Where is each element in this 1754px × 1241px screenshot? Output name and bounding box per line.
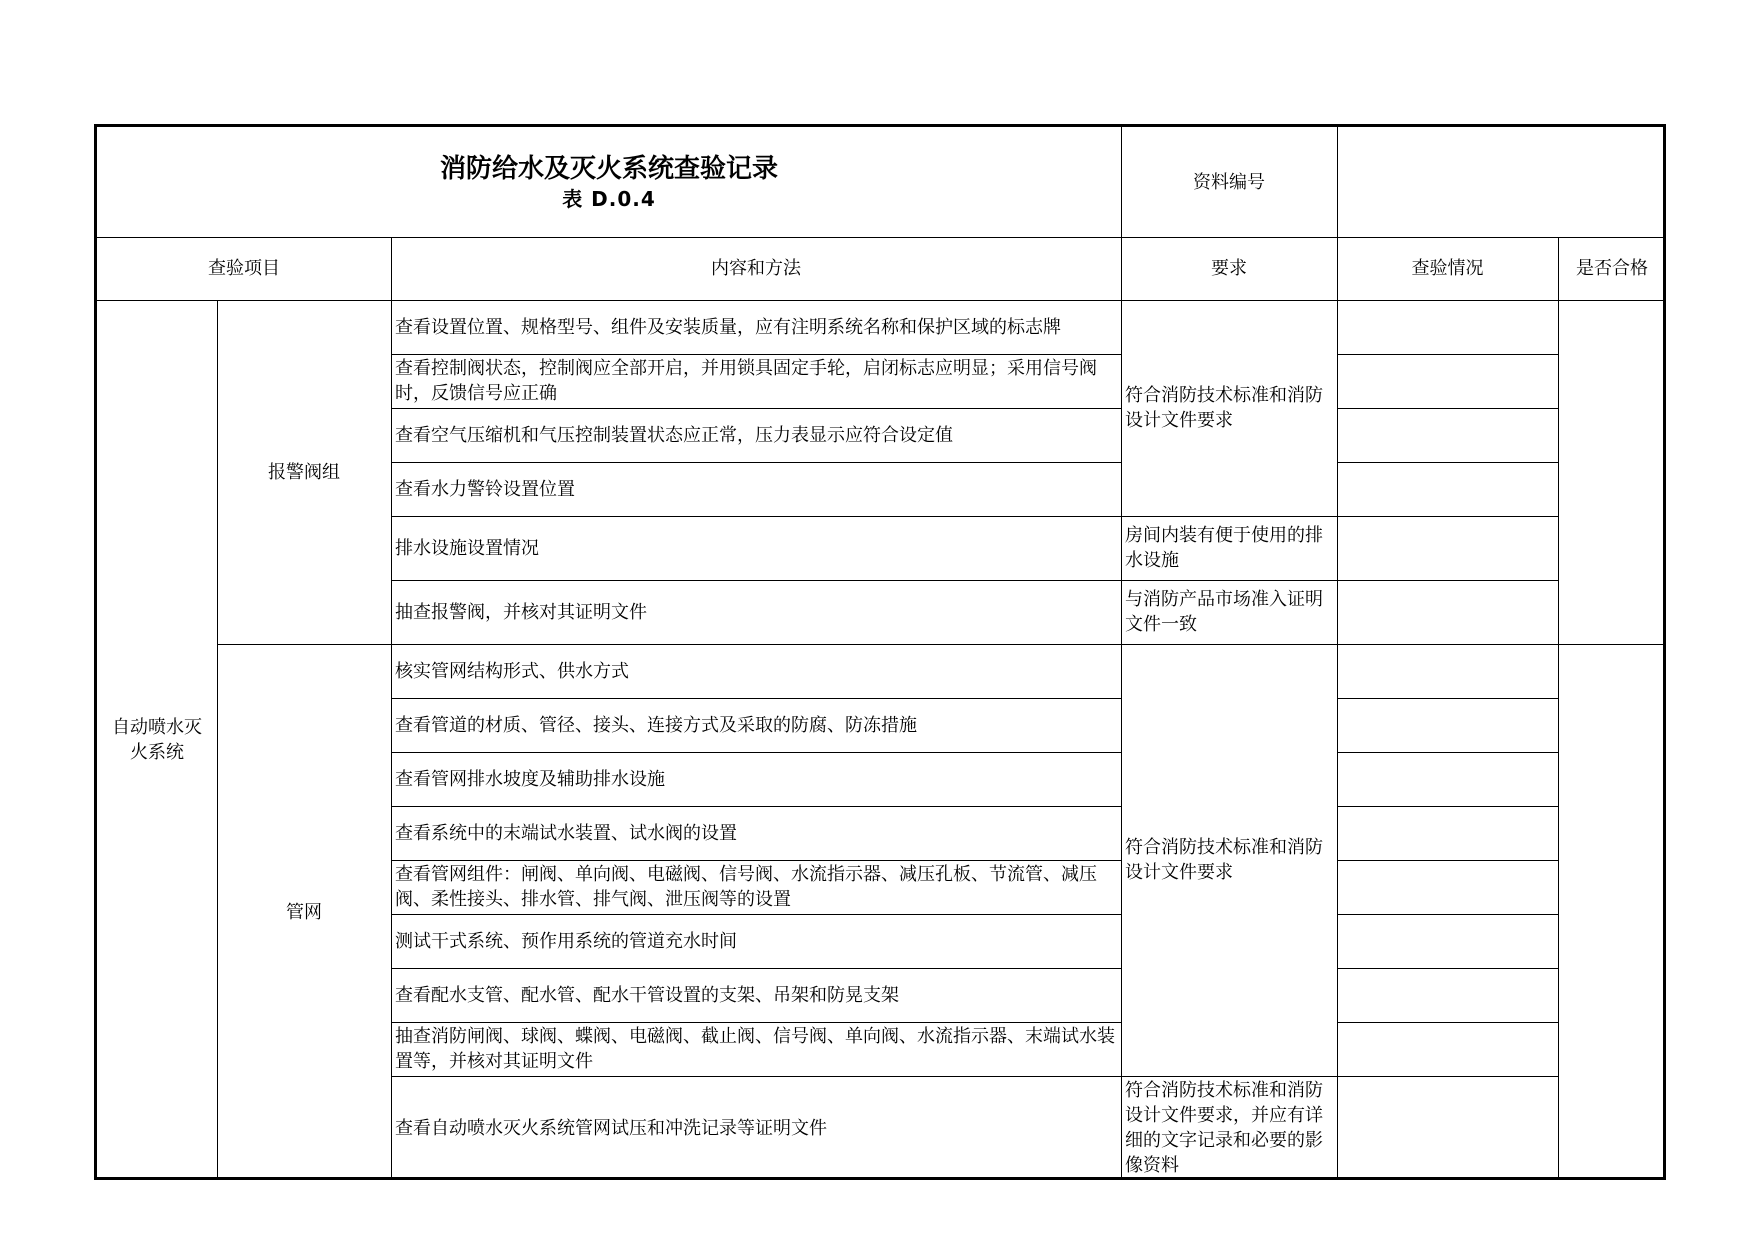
grid-line [97, 300, 1666, 301]
content-cell: 测试干式系统、预作用系统的管道充水时间 [395, 930, 737, 952]
grid-line [391, 806, 1121, 807]
requirement-cell: 与消防产品市场准入证明文件一致 [1125, 589, 1323, 635]
grid-line [1337, 516, 1558, 517]
requirement-cell: 符合消防技术标准和消防设计文件要求 [1125, 385, 1323, 431]
grid-line [1121, 516, 1337, 517]
content-cell: 查看管网组件：闸阀、单向阀、电磁阀、信号阀、水流指示器、减压孔板、节流管、减压阀、柔性接头、排水管、排气阀、泄压阀等的设置 [395, 864, 1097, 910]
status-cell[interactable] [1337, 516, 1558, 580]
content-cell: 查看管网排水坡度及辅助排水设施 [395, 768, 665, 790]
group-name-alarm-valve: 报警阀组 [268, 461, 340, 483]
content-cell: 查看管道的材质、管径、接头、连接方式及采取的防腐、防冻措施 [395, 714, 917, 736]
grid-line [1337, 462, 1558, 463]
grid-line [1337, 752, 1558, 753]
grid-line [1337, 698, 1558, 699]
col-header-content: 内容和方法 [711, 258, 801, 279]
col-header-pass: 是否合格 [1576, 258, 1648, 279]
doc-number-label: 资料编号 [1193, 171, 1265, 193]
grid-line [217, 644, 1666, 645]
grid-line [1121, 1076, 1337, 1077]
grid-line [1337, 1076, 1558, 1077]
content-cell: 查看水力警铃设置位置 [395, 478, 575, 500]
content-cell: 排水设施设置情况 [395, 537, 539, 559]
grid-line [391, 968, 1121, 969]
header-title-cell [97, 127, 1121, 237]
grid-line [1337, 580, 1558, 581]
grid-line [391, 860, 1121, 861]
content-cell: 查看配水支管、配水管、配水干管设置的支架、吊架和防晃支架 [395, 984, 899, 1006]
grid-line [1337, 914, 1558, 915]
pass-cell-pipe-network[interactable] [1558, 644, 1666, 1180]
content-cell: 抽查消防闸阀、球阀、蝶阀、电磁阀、截止阀、信号阀、单向阀、水流指示器、末端试水装置等，并核对其证明文件 [395, 1026, 1115, 1072]
grid-line [1337, 968, 1558, 969]
status-cell[interactable] [1337, 914, 1558, 968]
status-cell[interactable] [1337, 644, 1558, 698]
requirement-cell: 符合消防技术标准和消防设计文件要求，并应有详细的文字记录和必要的影像资料 [1125, 1080, 1323, 1176]
requirement-cell: 符合消防技术标准和消防设计文件要求 [1125, 837, 1323, 883]
status-cell[interactable] [1337, 354, 1558, 408]
status-cell[interactable] [1337, 580, 1558, 644]
grid-line [1337, 806, 1558, 807]
status-cell[interactable] [1337, 1022, 1558, 1076]
content-cell: 查看设置位置、规格型号、组件及安装质量，应有注明系统名称和保护区域的标志牌 [395, 316, 1061, 338]
grid-line [391, 698, 1121, 699]
grid-line [391, 914, 1121, 915]
content-cell: 查看控制阀状态，控制阀应全部开启，并用锁具固定手轮，启闭标志应明显；采用信号阀时，反馈信号应正确 [395, 358, 1097, 404]
status-cell[interactable] [1337, 408, 1558, 462]
status-cell[interactable] [1337, 698, 1558, 752]
system-name: 自动喷水灭火系统 [112, 717, 202, 763]
grid-line [391, 1076, 1121, 1077]
status-cell[interactable] [1337, 1076, 1558, 1180]
requirement-cell: 房间内装有便于使用的排水设施 [1125, 525, 1323, 571]
pass-cell-alarm-valve[interactable] [1558, 300, 1666, 644]
doc-number-value[interactable] [1337, 127, 1666, 237]
grid-line [97, 237, 1666, 238]
status-cell[interactable] [1337, 752, 1558, 806]
col-header-requirement: 要求 [1211, 258, 1247, 279]
grid-line [391, 462, 1121, 463]
content-cell: 查看空气压缩机和气压控制装置状态应正常，压力表显示应符合设定值 [395, 424, 953, 446]
status-cell[interactable] [1337, 968, 1558, 1022]
grid-line [391, 1022, 1121, 1023]
status-cell[interactable] [1337, 806, 1558, 860]
page-title: 消防给水及灭火系统查验记录 [439, 154, 778, 184]
inspection-record-table [94, 124, 1666, 1180]
grid-line [1337, 860, 1558, 861]
grid-line [391, 516, 1121, 517]
grid-line [1121, 127, 1122, 1180]
grid-line [391, 354, 1121, 355]
grid-line [217, 300, 218, 1180]
content-cell: 查看系统中的末端试水装置、试水阀的设置 [395, 822, 737, 844]
col-header-status: 查验情况 [1411, 258, 1484, 279]
status-cell[interactable] [1337, 300, 1558, 354]
grid-line [391, 408, 1121, 409]
grid-line [391, 237, 392, 1180]
grid-line [391, 752, 1121, 753]
col-header-item: 查验项目 [208, 258, 280, 279]
grid-line [1337, 408, 1558, 409]
grid-line [1121, 580, 1337, 581]
content-cell: 核实管网结构形式、供水方式 [395, 660, 629, 682]
status-cell[interactable] [1337, 860, 1558, 914]
status-cell[interactable] [1337, 462, 1558, 516]
content-cell: 抽查报警阀，并核对其证明文件 [395, 601, 647, 623]
group-name-pipe-network: 管网 [286, 901, 322, 923]
content-cell: 查看自动喷水灭火系统管网试压和冲洗记录等证明文件 [395, 1117, 827, 1139]
grid-line [1337, 1022, 1558, 1023]
grid-line [1337, 354, 1558, 355]
grid-line [391, 580, 1121, 581]
grid-line [1558, 237, 1559, 1180]
table-number: 表 D.0.4 [562, 187, 656, 211]
